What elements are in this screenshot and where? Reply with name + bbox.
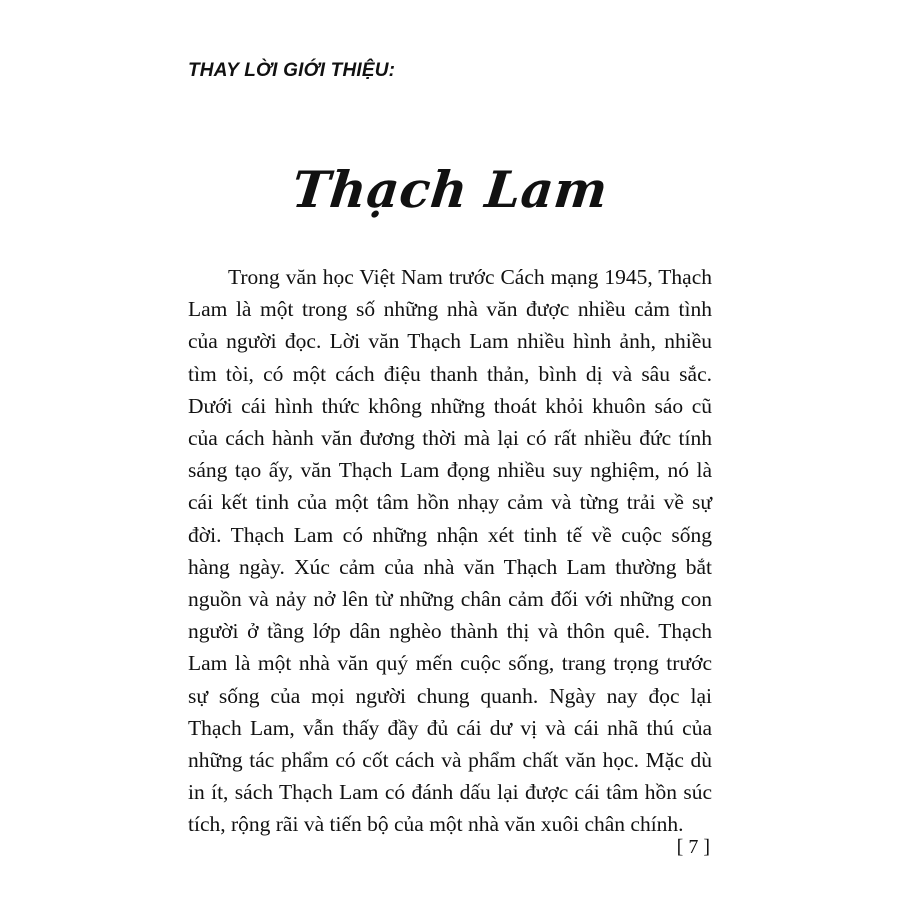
- intro-heading: THAY LỜI GIỚI THIỆU:: [188, 60, 396, 81]
- body-paragraph: Trong văn học Việt Nam trước Cách mạng 1945, Thạch Lam là một trong số những nhà văn được nhiều cảm tình của người đọc. Lời văn Thạch Lam nhiều hình ảnh, nhiều tìm tòi, có một cách điệu thanh thản, bình dị và sâu sắc. Dưới cái hình thức không những thoát khỏi khuôn sáo cũ của cách hành văn đương thời mà lại có rất nhiều đức tính sáng tạo ấy, văn Thạch Lam đọng nhiều suy nghiệm, nó là cái kết tinh của một tâm hồn nhạy cảm và từng trải về sự đời. Thạch Lam có những nhận xét tinh tế về cuộc sống hàng ngày. Xúc cảm của nhà văn Thạch Lam thường bắt nguồn và nảy nở lên từ những chân cảm đối với những con người ở tầng lớp dân nghèo thành thị và thôn quê. Thạch Lam là một nhà văn quý mến cuộc sống, trang trọng trước sự sống của mọi người chung quanh. Ngày nay đọc lại Thạch Lam, vẫn thấy đầy đủ cái dư vị và cái nhã thú của những tác phẩm có cốt cách và phẩm chất văn học. Mặc dù in ít, sách Thạch Lam có đánh dấu lại được cái tâm hồn súc tích, rộng rãi và tiến bộ của một nhà văn xuôi chân chính.: [188, 265, 712, 837]
- page-title: Thạch Lam: [289, 160, 611, 219]
- page-number: [ 7 ]: [676, 836, 710, 858]
